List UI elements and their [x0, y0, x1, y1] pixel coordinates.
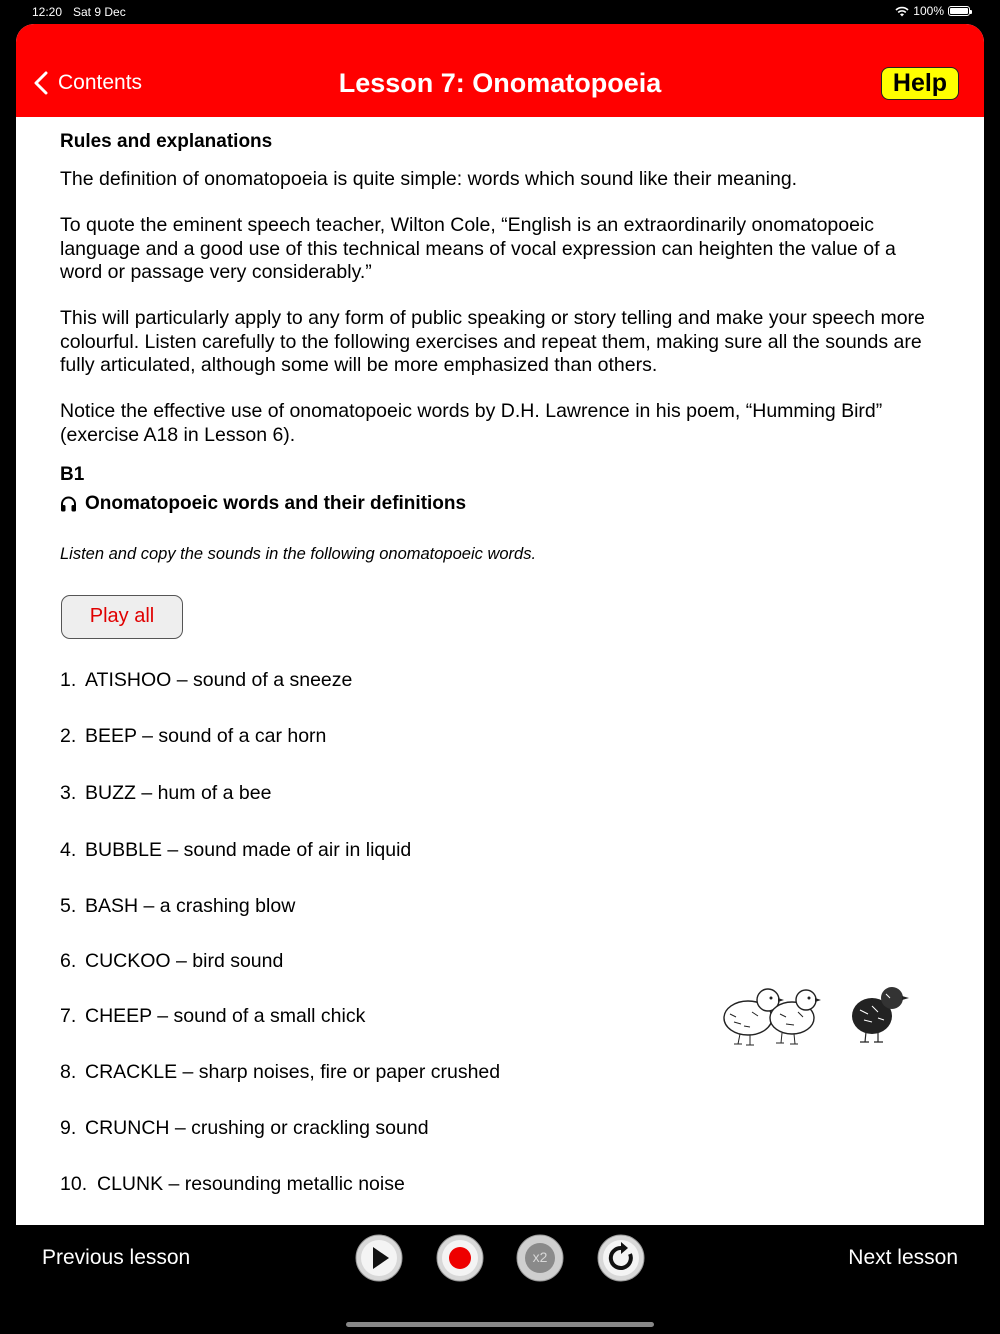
bottom-toolbar [0, 1225, 1000, 1334]
word-text: CRACKLE – sharp noises, fire or paper crushed [85, 1061, 501, 1083]
record-icon[interactable] [436, 1234, 484, 1282]
word-text: CLUNK – resounding metallic noise [97, 1173, 405, 1195]
wifi-icon [895, 6, 909, 17]
word-text: CHEEP – sound of a small chick [85, 1005, 366, 1027]
word-number: 3. [60, 782, 77, 804]
word-text: BUBBLE – sound made of air in liquid [85, 839, 412, 861]
home-indicator[interactable] [346, 1322, 654, 1327]
word-text: BEEP – sound of a car horn [85, 725, 327, 747]
word-number: 8. [60, 1061, 77, 1083]
word-text: BASH – a crashing blow [85, 895, 296, 917]
paragraph: Notice the effective use of onomatopoeic words by D.H. Lawrence in his poem, “Humming Bird” (exercise A18 in Lesson 6). [60, 400, 883, 446]
word-number: 9. [60, 1117, 77, 1139]
word-number: 7. [60, 1005, 77, 1027]
nav-bar [16, 24, 984, 117]
headphones-icon [60, 496, 77, 512]
word-text: ATISHOO – sound of a sneeze [85, 669, 353, 691]
paragraph: To quote the eminent speech teacher, Wilton Cole, “English is an extraordinarily onomatopoeic language and a good use of this technical means of vocal expression can heighten the value of a word or passage very considerably.” [60, 214, 896, 283]
word-text: CRUNCH – crushing or crackling sound [85, 1117, 429, 1139]
word-text: CUCKOO – bird sound [85, 950, 284, 972]
word-number: 6. [60, 950, 77, 972]
word-item[interactable] [60, 725, 326, 748]
status-bar [0, 0, 1000, 24]
word-item[interactable] [60, 1061, 500, 1084]
word-number: 2. [60, 725, 77, 747]
section-title: Rules and explanations [60, 131, 273, 152]
instruction-text: Listen and copy the sounds in the following onomatopoeic words. [60, 545, 537, 563]
paragraph: This will particularly apply to any form of public speaking or story telling and make your speech more colourful. Listen carefully to the following exercises and repeat them, making sure all the sounds are fully articulated, although some will be more emphasized than others. [60, 307, 925, 376]
word-text: BUZZ – hum of a bee [85, 782, 272, 804]
next-lesson-button[interactable]: Next lesson [848, 1246, 958, 1269]
exercise-id: B1 [60, 464, 85, 485]
word-item[interactable] [60, 1005, 365, 1028]
word-item[interactable] [60, 895, 295, 918]
previous-lesson-button[interactable]: Previous lesson [42, 1246, 191, 1269]
chicks-illustration [720, 982, 910, 1052]
word-item[interactable] [60, 950, 283, 973]
back-label: Contents [58, 71, 143, 94]
status-date: Sat 9 Dec [73, 5, 126, 19]
battery-icon [948, 6, 970, 16]
exercise-heading [60, 493, 466, 515]
word-item[interactable] [60, 839, 411, 862]
word-number: 5. [60, 895, 77, 917]
page-title: Lesson 7: Onomatopoeia [338, 68, 662, 98]
word-number: 1. [60, 669, 77, 691]
word-number: 4. [60, 839, 77, 861]
battery-percent: 100% [913, 4, 944, 18]
help-button[interactable]: Help [881, 67, 959, 100]
play-all-button[interactable]: Play all [61, 595, 183, 639]
speed-x2-button[interactable] [516, 1234, 564, 1282]
replay-icon[interactable] [597, 1234, 645, 1282]
word-item[interactable] [60, 669, 352, 692]
status-right [895, 4, 970, 18]
paragraph: The definition of onomatopoeia is quite simple: words which sound like their meaning. [60, 168, 798, 190]
status-time: 12:20 [32, 5, 63, 19]
play-icon[interactable] [355, 1234, 403, 1282]
exercise-title: Onomatopoeic words and their definitions [85, 493, 467, 514]
word-item[interactable] [60, 1173, 405, 1196]
speed-label: x2 [532, 1249, 548, 1265]
word-item[interactable] [60, 1117, 429, 1140]
word-item[interactable] [60, 782, 271, 805]
word-number: 10. [60, 1173, 88, 1195]
